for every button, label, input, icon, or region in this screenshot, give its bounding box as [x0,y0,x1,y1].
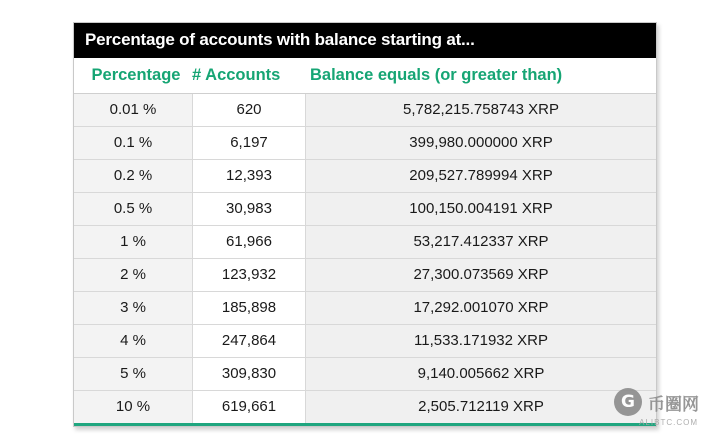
table-row [74,127,656,160]
table-body [74,94,656,423]
cell-balance: 399,980.000000 XRP [306,127,656,159]
cell-percentage: 0.1 % [74,127,192,159]
watermark-text: 币圈网 [648,394,699,415]
column-header-percentage: Percentage [91,65,181,84]
accounts-balance-table-card [73,22,657,427]
cell-percentage: 0.01 % [74,94,192,126]
table-row [74,358,656,391]
cell-balance: 17,292.001070 XRP [306,292,656,324]
watermark-subtext: ALIBTC.COM [639,418,698,427]
card-bottom-accent [74,423,656,426]
table-row [74,94,656,127]
table-row [74,226,656,259]
table-row [74,391,656,423]
cell-accounts: 247,864 [192,325,306,357]
cell-accounts: 620 [192,94,306,126]
table-title: Percentage of accounts with balance starting at... [74,23,656,58]
cell-balance: 5,782,215.758743 XRP [306,94,656,126]
cell-balance: 100,150.004191 XRP [306,193,656,225]
cell-accounts: 309,830 [192,358,306,390]
watermark-logo-icon: G [614,388,642,416]
watermark [614,388,699,427]
cell-balance: 2,505.712119 XRP [306,391,656,423]
table-row [74,259,656,292]
table-row [74,325,656,358]
table-row [74,193,656,226]
cell-balance: 53,217.412337 XRP [306,226,656,258]
cell-percentage: 0.2 % [74,160,192,192]
table-row [74,160,656,193]
cell-balance: 9,140.005662 XRP [306,358,656,390]
cell-accounts: 123,932 [192,259,306,291]
table-header-row [74,58,656,94]
cell-percentage: 2 % [74,259,192,291]
cell-balance: 27,300.073569 XRP [306,259,656,291]
column-header-balance: Balance equals (or greater than) [310,65,563,84]
cell-accounts: 30,983 [192,193,306,225]
cell-accounts: 6,197 [192,127,306,159]
cell-accounts: 12,393 [192,160,306,192]
cell-percentage: 3 % [74,292,192,324]
cell-percentage: 5 % [74,358,192,390]
cell-percentage: 0.5 % [74,193,192,225]
cell-percentage: 1 % [74,226,192,258]
cell-accounts: 185,898 [192,292,306,324]
cell-accounts: 619,661 [192,391,306,423]
cell-percentage: 10 % [74,391,192,423]
cell-accounts: 61,966 [192,226,306,258]
column-header-accounts: # Accounts [192,65,281,84]
watermark-main [614,388,699,416]
cell-percentage: 4 % [74,325,192,357]
cell-balance: 209,527.789994 XRP [306,160,656,192]
table-row [74,292,656,325]
cell-balance: 11,533.171932 XRP [306,325,656,357]
